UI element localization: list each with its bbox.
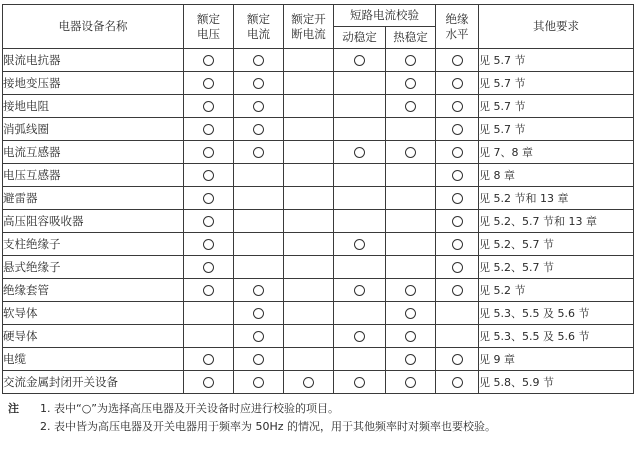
check-circle-icon bbox=[405, 331, 416, 342]
other-requirement-cell: 见 7、8 章 bbox=[479, 141, 634, 164]
equipment-name-cell: 绝缘套管 bbox=[3, 279, 184, 302]
rated-voltage-cell bbox=[184, 164, 234, 187]
rated-voltage-cell bbox=[184, 233, 234, 256]
header-rated-current-line2: 电流 bbox=[247, 26, 270, 41]
check-circle-icon bbox=[203, 147, 214, 158]
rated-breaking-cell bbox=[284, 187, 334, 210]
rated-current-cell bbox=[234, 233, 284, 256]
insulation-cell bbox=[436, 49, 479, 72]
rated-current-cell bbox=[234, 118, 284, 141]
check-circle-icon bbox=[452, 377, 463, 388]
table-row bbox=[3, 371, 634, 394]
rated-current-cell bbox=[234, 256, 284, 279]
insulation-cell bbox=[436, 233, 479, 256]
equipment-name-cell: 接地电阻 bbox=[3, 95, 184, 118]
equipment-name-cell: 消弧线圈 bbox=[3, 118, 184, 141]
rated-current-cell bbox=[234, 49, 284, 72]
header-insulation-line1: 绝缘 bbox=[445, 11, 469, 26]
dynamic-stability-cell bbox=[334, 279, 386, 302]
rated-voltage-cell bbox=[184, 371, 234, 394]
note-item: 2. 表中皆为高压电器及开关电器用于频率为 50Hz 的情况，用于其他频率时对频率也要校验。 bbox=[40, 420, 497, 433]
equipment-name-cell: 软导体 bbox=[3, 302, 184, 325]
check-circle-icon bbox=[405, 101, 416, 112]
table-row bbox=[3, 348, 634, 371]
header-row-top bbox=[3, 5, 634, 27]
thermal-stability-cell bbox=[386, 348, 436, 371]
rated-breaking-cell bbox=[284, 49, 334, 72]
header-thermal-stability: 热稳定 bbox=[386, 27, 436, 49]
check-circle-icon bbox=[253, 308, 264, 319]
dynamic-stability-cell bbox=[334, 325, 386, 348]
table-row bbox=[3, 164, 634, 187]
insulation-cell bbox=[436, 279, 479, 302]
rated-breaking-cell bbox=[284, 164, 334, 187]
dynamic-stability-cell bbox=[334, 118, 386, 141]
insulation-cell bbox=[436, 72, 479, 95]
other-requirement-cell: 见 5.7 节 bbox=[479, 118, 634, 141]
check-circle-icon bbox=[405, 285, 416, 296]
check-circle-icon bbox=[203, 354, 214, 365]
thermal-stability-cell bbox=[386, 95, 436, 118]
table-row bbox=[3, 187, 634, 210]
check-circle-icon bbox=[253, 55, 264, 66]
rated-voltage-cell bbox=[184, 302, 234, 325]
table-row bbox=[3, 95, 634, 118]
check-circle-icon bbox=[405, 354, 416, 365]
equipment-name-cell: 悬式绝缘子 bbox=[3, 256, 184, 279]
dynamic-stability-cell bbox=[334, 371, 386, 394]
rated-voltage-cell bbox=[184, 141, 234, 164]
dynamic-stability-cell bbox=[334, 348, 386, 371]
dynamic-stability-cell bbox=[334, 233, 386, 256]
check-circle-icon bbox=[452, 101, 463, 112]
check-circle-icon bbox=[253, 78, 264, 89]
other-requirement-cell: 见 5.7 节 bbox=[479, 72, 634, 95]
check-circle-icon bbox=[405, 308, 416, 319]
table-row bbox=[3, 141, 634, 164]
insulation-cell bbox=[436, 348, 479, 371]
equipment-name-cell: 电流互感器 bbox=[3, 141, 184, 164]
thermal-stability-cell bbox=[386, 72, 436, 95]
other-requirement-cell: 见 5.3、5.5 及 5.6 节 bbox=[479, 302, 634, 325]
other-requirement-cell: 见 5.2 节和 13 章 bbox=[479, 187, 634, 210]
check-circle-icon bbox=[203, 101, 214, 112]
check-circle-icon bbox=[354, 55, 365, 66]
table-row bbox=[3, 279, 634, 302]
rated-voltage-cell bbox=[184, 210, 234, 233]
rated-current-cell bbox=[234, 325, 284, 348]
header-rated-breaking-line1: 额定开 bbox=[291, 11, 326, 26]
other-requirement-cell: 见 5.2、5.7 节和 13 章 bbox=[479, 210, 634, 233]
notes-label-spacer bbox=[2, 418, 32, 436]
rated-current-cell bbox=[234, 279, 284, 302]
check-circle-icon bbox=[203, 377, 214, 388]
insulation-cell bbox=[436, 95, 479, 118]
check-circle-icon bbox=[253, 354, 264, 365]
dynamic-stability-cell bbox=[334, 256, 386, 279]
insulation-cell bbox=[436, 371, 479, 394]
check-circle-icon bbox=[405, 78, 416, 89]
table-row bbox=[3, 233, 634, 256]
header-equipment-name: 电器设备名称 bbox=[3, 5, 184, 49]
rated-breaking-cell bbox=[284, 72, 334, 95]
thermal-stability-cell bbox=[386, 302, 436, 325]
rated-breaking-cell bbox=[284, 325, 334, 348]
check-circle-icon bbox=[253, 331, 264, 342]
check-circle-icon bbox=[203, 216, 214, 227]
insulation-cell bbox=[436, 256, 479, 279]
thermal-stability-cell bbox=[386, 187, 436, 210]
rated-current-cell bbox=[234, 95, 284, 118]
header-rated-voltage bbox=[184, 5, 234, 49]
check-circle-icon bbox=[405, 377, 416, 388]
thermal-stability-cell bbox=[386, 210, 436, 233]
insulation-cell bbox=[436, 302, 479, 325]
header-rated-voltage-line2: 电压 bbox=[197, 26, 220, 41]
insulation-cell bbox=[436, 187, 479, 210]
equipment-verification-table bbox=[2, 4, 634, 394]
rated-breaking-cell bbox=[284, 348, 334, 371]
header-rated-breaking-line2: 断电流 bbox=[291, 26, 326, 41]
rated-current-cell bbox=[234, 348, 284, 371]
notes-section bbox=[2, 400, 634, 436]
dynamic-stability-cell bbox=[334, 72, 386, 95]
check-circle-icon bbox=[452, 193, 463, 204]
spec-table-container bbox=[2, 4, 634, 436]
check-circle-icon bbox=[203, 170, 214, 181]
header-dynamic-stability: 动稳定 bbox=[334, 27, 386, 49]
note-item: 1. 表中“○”为选择高压电器及开关设备时应进行校验的项目。 bbox=[40, 402, 339, 415]
check-circle-icon bbox=[452, 239, 463, 250]
check-circle-icon bbox=[452, 147, 463, 158]
other-requirement-cell: 见 5.3、5.5 及 5.6 节 bbox=[479, 325, 634, 348]
rated-voltage-cell bbox=[184, 49, 234, 72]
rated-breaking-cell bbox=[284, 256, 334, 279]
dynamic-stability-cell bbox=[334, 187, 386, 210]
rated-breaking-cell bbox=[284, 371, 334, 394]
note-row-2 bbox=[2, 418, 634, 436]
rated-voltage-cell bbox=[184, 95, 234, 118]
rated-voltage-cell bbox=[184, 325, 234, 348]
dynamic-stability-cell bbox=[334, 302, 386, 325]
header-short-circuit-check: 短路电流校验 bbox=[334, 5, 436, 27]
insulation-cell bbox=[436, 164, 479, 187]
rated-voltage-cell bbox=[184, 279, 234, 302]
check-circle-icon bbox=[253, 377, 264, 388]
table-row bbox=[3, 302, 634, 325]
header-insulation-level bbox=[436, 5, 479, 49]
rated-breaking-cell bbox=[284, 141, 334, 164]
rated-voltage-cell bbox=[184, 72, 234, 95]
dynamic-stability-cell bbox=[334, 49, 386, 72]
other-requirement-cell: 见 5.2 节 bbox=[479, 279, 634, 302]
check-circle-icon bbox=[405, 147, 416, 158]
thermal-stability-cell bbox=[386, 256, 436, 279]
dynamic-stability-cell bbox=[334, 164, 386, 187]
rated-breaking-cell bbox=[284, 233, 334, 256]
equipment-name-cell: 支柱绝缘子 bbox=[3, 233, 184, 256]
check-circle-icon bbox=[203, 193, 214, 204]
other-requirement-cell: 见 5.7 节 bbox=[479, 95, 634, 118]
rated-voltage-cell bbox=[184, 118, 234, 141]
dynamic-stability-cell bbox=[334, 95, 386, 118]
check-circle-icon bbox=[452, 55, 463, 66]
rated-breaking-cell bbox=[284, 302, 334, 325]
check-circle-icon bbox=[303, 377, 314, 388]
rated-current-cell bbox=[234, 371, 284, 394]
thermal-stability-cell bbox=[386, 325, 436, 348]
check-circle-icon bbox=[203, 55, 214, 66]
check-circle-icon bbox=[203, 78, 214, 89]
dynamic-stability-cell bbox=[334, 141, 386, 164]
check-circle-icon bbox=[354, 147, 365, 158]
dynamic-stability-cell bbox=[334, 210, 386, 233]
equipment-name-cell: 避雷器 bbox=[3, 187, 184, 210]
rated-current-cell bbox=[234, 302, 284, 325]
table-row bbox=[3, 118, 634, 141]
insulation-cell bbox=[436, 118, 479, 141]
other-requirement-cell: 见 5.2、5.7 节 bbox=[479, 256, 634, 279]
check-circle-icon bbox=[354, 239, 365, 250]
thermal-stability-cell bbox=[386, 141, 436, 164]
equipment-name-cell: 交流金属封闭开关设备 bbox=[3, 371, 184, 394]
rated-breaking-cell bbox=[284, 118, 334, 141]
insulation-cell bbox=[436, 210, 479, 233]
other-requirement-cell: 见 5.8、5.9 节 bbox=[479, 371, 634, 394]
check-circle-icon bbox=[354, 285, 365, 296]
rated-breaking-cell bbox=[284, 210, 334, 233]
equipment-name-cell: 电缆 bbox=[3, 348, 184, 371]
insulation-cell bbox=[436, 141, 479, 164]
rated-current-cell bbox=[234, 164, 284, 187]
rated-breaking-cell bbox=[284, 95, 334, 118]
thermal-stability-cell bbox=[386, 164, 436, 187]
rated-current-cell bbox=[234, 187, 284, 210]
insulation-cell bbox=[436, 325, 479, 348]
header-insulation-line2: 水平 bbox=[445, 26, 469, 41]
check-circle-icon bbox=[452, 170, 463, 181]
rated-current-cell bbox=[234, 141, 284, 164]
table-row bbox=[3, 49, 634, 72]
header-rated-current bbox=[234, 5, 284, 49]
check-circle-icon bbox=[253, 285, 264, 296]
equipment-name-cell: 硬导体 bbox=[3, 325, 184, 348]
check-circle-icon bbox=[203, 124, 214, 135]
other-requirement-cell: 见 9 章 bbox=[479, 348, 634, 371]
check-circle-icon bbox=[354, 377, 365, 388]
table-row bbox=[3, 72, 634, 95]
equipment-name-cell: 限流电抗器 bbox=[3, 49, 184, 72]
check-circle-icon bbox=[452, 78, 463, 89]
check-circle-icon bbox=[253, 124, 264, 135]
header-rated-current-line1: 额定 bbox=[247, 11, 270, 26]
equipment-name-cell: 接地变压器 bbox=[3, 72, 184, 95]
note-row-1 bbox=[2, 400, 634, 418]
check-circle-icon bbox=[405, 55, 416, 66]
check-circle-icon bbox=[253, 101, 264, 112]
thermal-stability-cell bbox=[386, 118, 436, 141]
notes-label: 注 bbox=[8, 402, 19, 415]
thermal-stability-cell bbox=[386, 279, 436, 302]
check-circle-icon bbox=[452, 354, 463, 365]
header-other-requirements: 其他要求 bbox=[479, 5, 634, 49]
rated-voltage-cell bbox=[184, 348, 234, 371]
header-rated-breaking-current bbox=[284, 5, 334, 49]
equipment-name-cell: 电压互感器 bbox=[3, 164, 184, 187]
thermal-stability-cell bbox=[386, 371, 436, 394]
check-circle-icon bbox=[203, 239, 214, 250]
rated-voltage-cell bbox=[184, 256, 234, 279]
table-row bbox=[3, 210, 634, 233]
thermal-stability-cell bbox=[386, 49, 436, 72]
check-circle-icon bbox=[452, 262, 463, 273]
equipment-name-cell: 高压阻容吸收器 bbox=[3, 210, 184, 233]
rated-current-cell bbox=[234, 72, 284, 95]
table-row bbox=[3, 256, 634, 279]
check-circle-icon bbox=[452, 124, 463, 135]
other-requirement-cell: 见 5.7 节 bbox=[479, 49, 634, 72]
other-requirement-cell: 见 8 章 bbox=[479, 164, 634, 187]
check-circle-icon bbox=[203, 285, 214, 296]
check-circle-icon bbox=[452, 285, 463, 296]
header-rated-voltage-line1: 额定 bbox=[197, 11, 220, 26]
thermal-stability-cell bbox=[386, 233, 436, 256]
other-requirement-cell: 见 5.2、5.7 节 bbox=[479, 233, 634, 256]
check-circle-icon bbox=[203, 262, 214, 273]
check-circle-icon bbox=[452, 216, 463, 227]
check-circle-icon bbox=[253, 147, 264, 158]
rated-breaking-cell bbox=[284, 279, 334, 302]
rated-current-cell bbox=[234, 210, 284, 233]
table-row bbox=[3, 325, 634, 348]
rated-voltage-cell bbox=[184, 187, 234, 210]
table-body bbox=[3, 49, 634, 394]
check-circle-icon bbox=[354, 331, 365, 342]
